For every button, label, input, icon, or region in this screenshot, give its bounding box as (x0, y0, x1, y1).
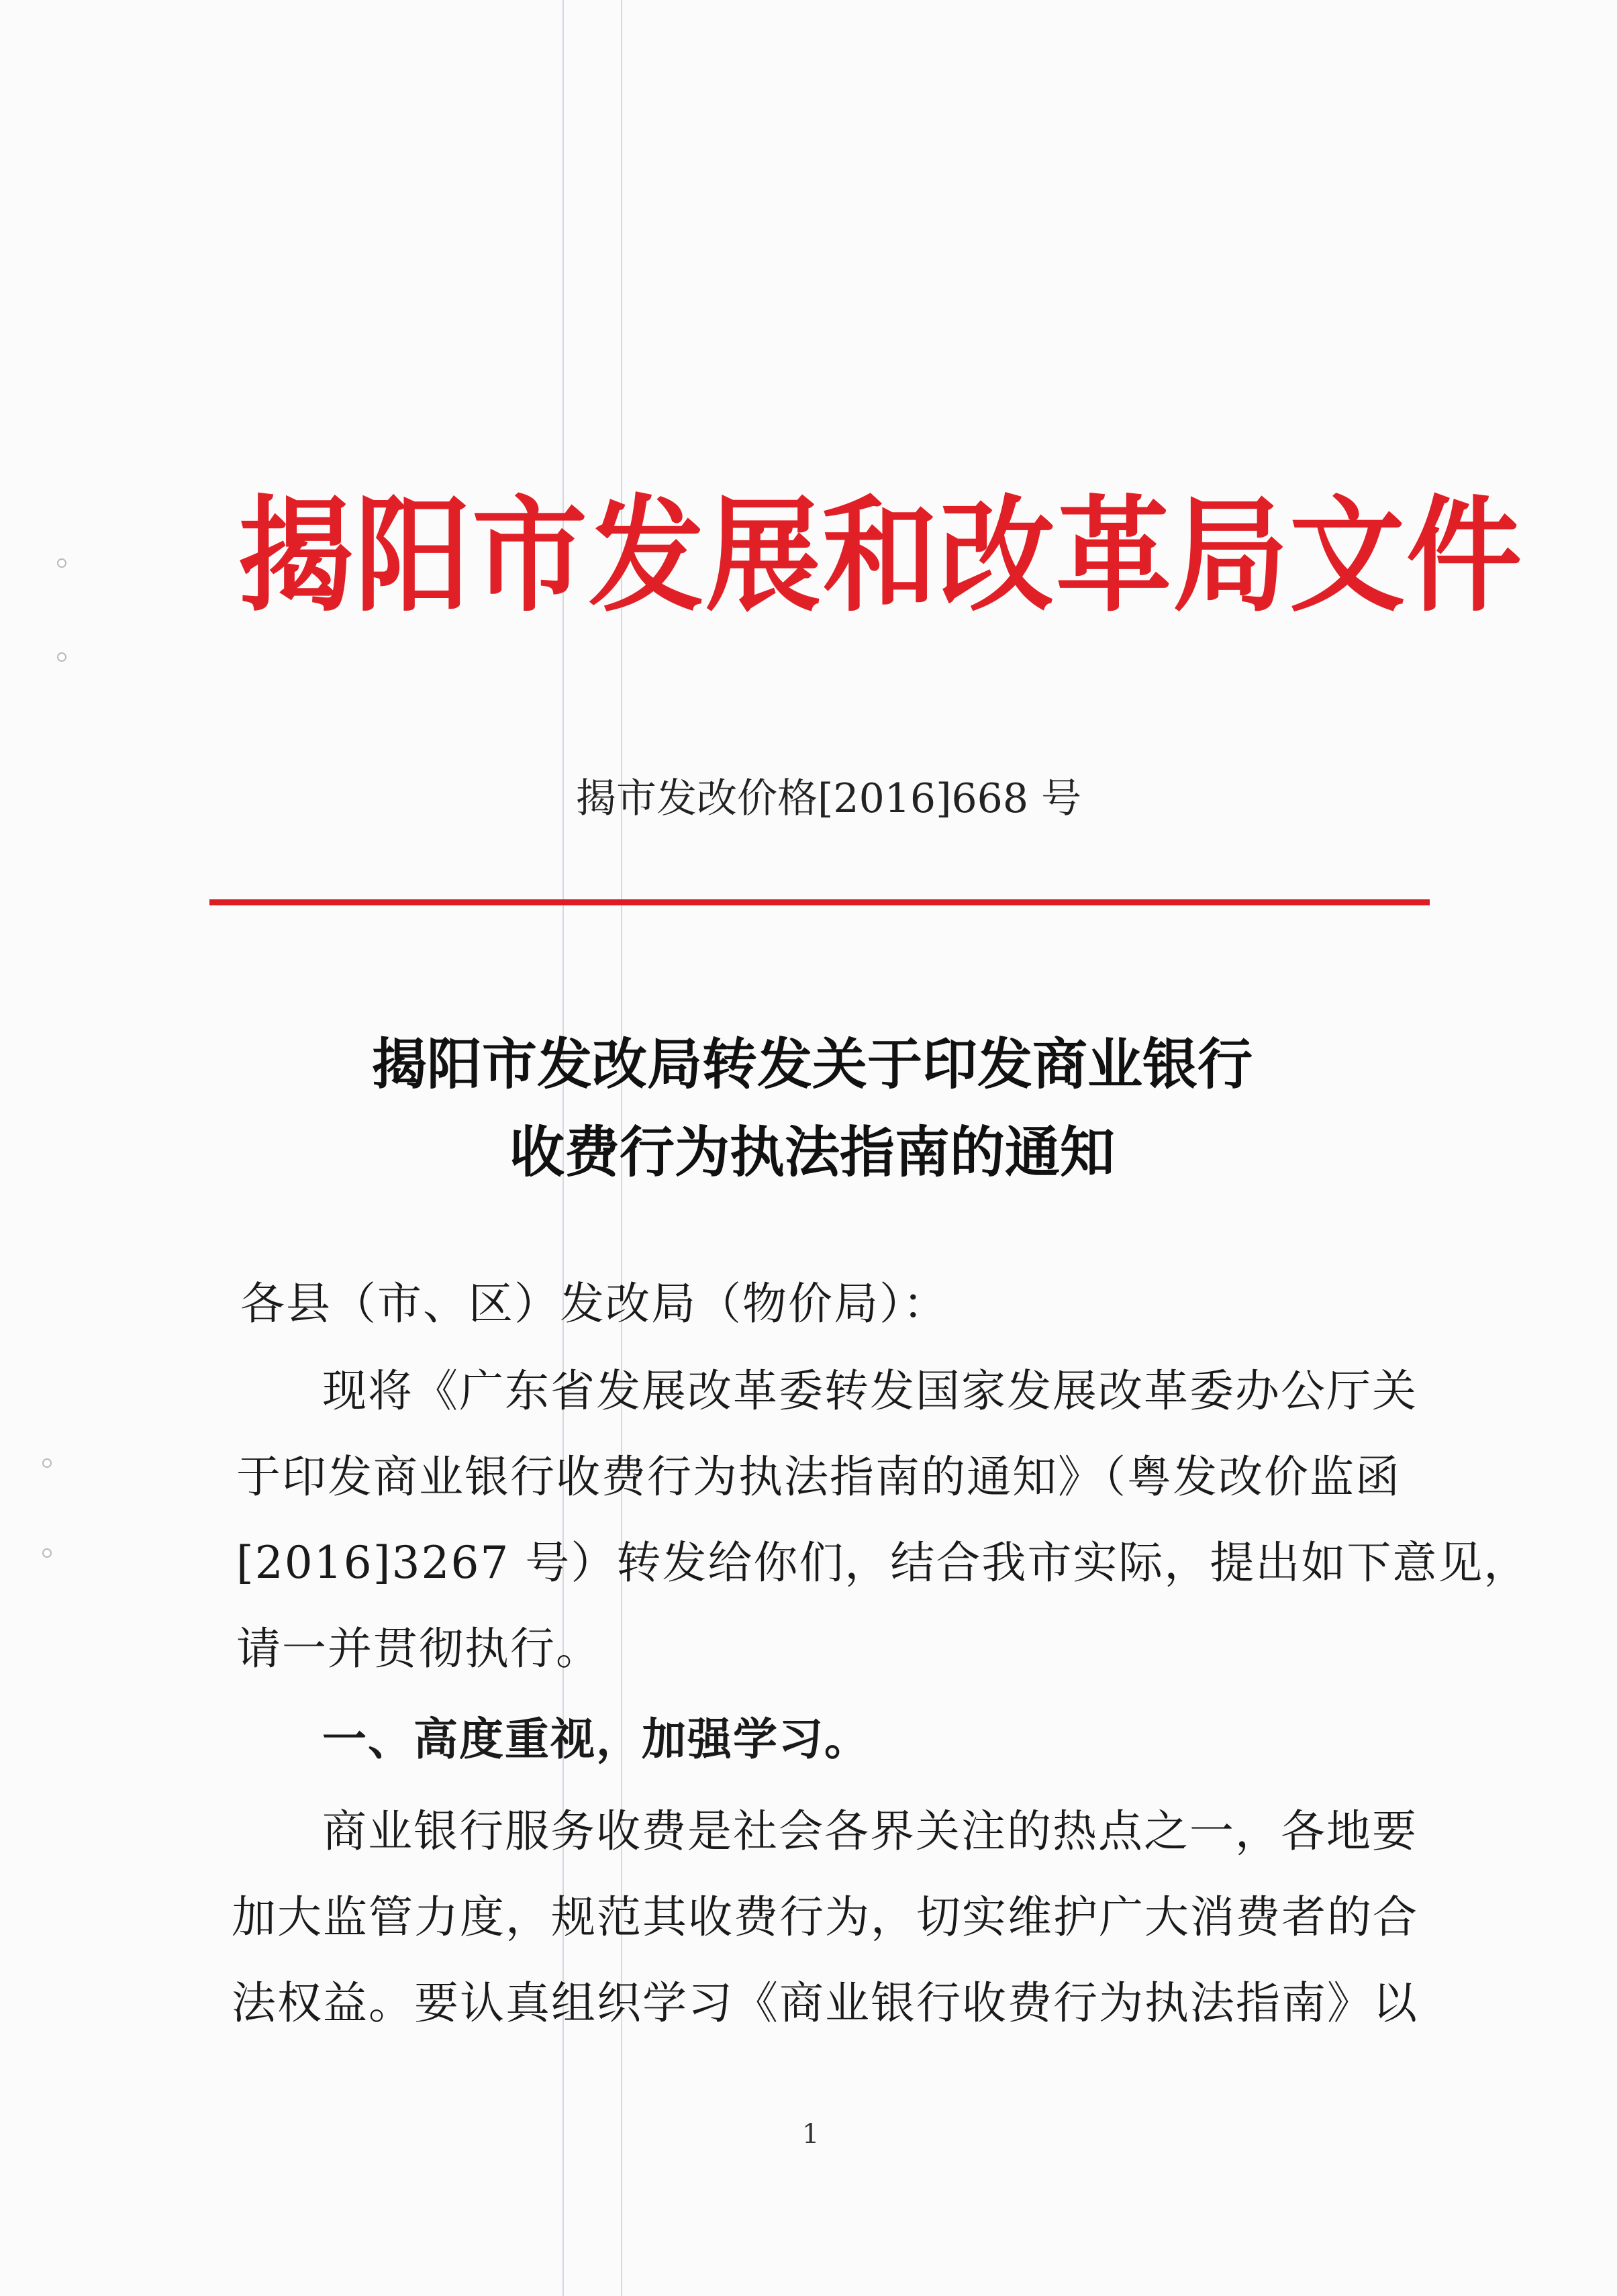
paragraph-2-line: 加大监管力度，规范其收费行为，切实维护广大消费者的合 (232, 1891, 1418, 1943)
paragraph-1-line: 请一并贯彻执行。 (236, 1623, 601, 1675)
addressee: 各县（市、区）发改局（物价局）： (240, 1278, 948, 1330)
document-title-line-2: 收费行为执法指南的通知 (509, 1120, 1115, 1185)
section-heading-1: 一、高度重视，加强学习。 (322, 1713, 870, 1765)
document-title-line-1: 揭阳市发改局转发关于印发商业银行 (371, 1032, 1253, 1097)
paragraph-1-line: 现将《广东省发展改革委转发国家发展改革委办公厅关 (322, 1365, 1418, 1417)
binding-hole (42, 1548, 52, 1558)
issuer-header-title: 揭阳市发展和改革局文件 (238, 481, 1523, 629)
paragraph-2-line: 商业银行服务收费是社会各界关注的热点之一，各地要 (322, 1805, 1418, 1857)
red-separator-rule (209, 899, 1430, 905)
page-number: 1 (802, 2119, 820, 2150)
document-number: 揭市发改价格[2016]668 号 (576, 775, 1082, 822)
paragraph-2-line: 法权益。要认真组织学习《商业银行收费行为执法指南》以 (232, 1977, 1418, 2029)
paragraph-1-line: [2016]3267 号）转发给你们，结合我市实际，提出如下意见， (236, 1537, 1530, 1589)
binding-hole (57, 558, 66, 568)
paragraph-1-line: 于印发商业银行收费行为执法指南的通知》（粤发改价监函 (236, 1451, 1401, 1503)
binding-hole (42, 1458, 52, 1468)
binding-hole (57, 652, 66, 662)
